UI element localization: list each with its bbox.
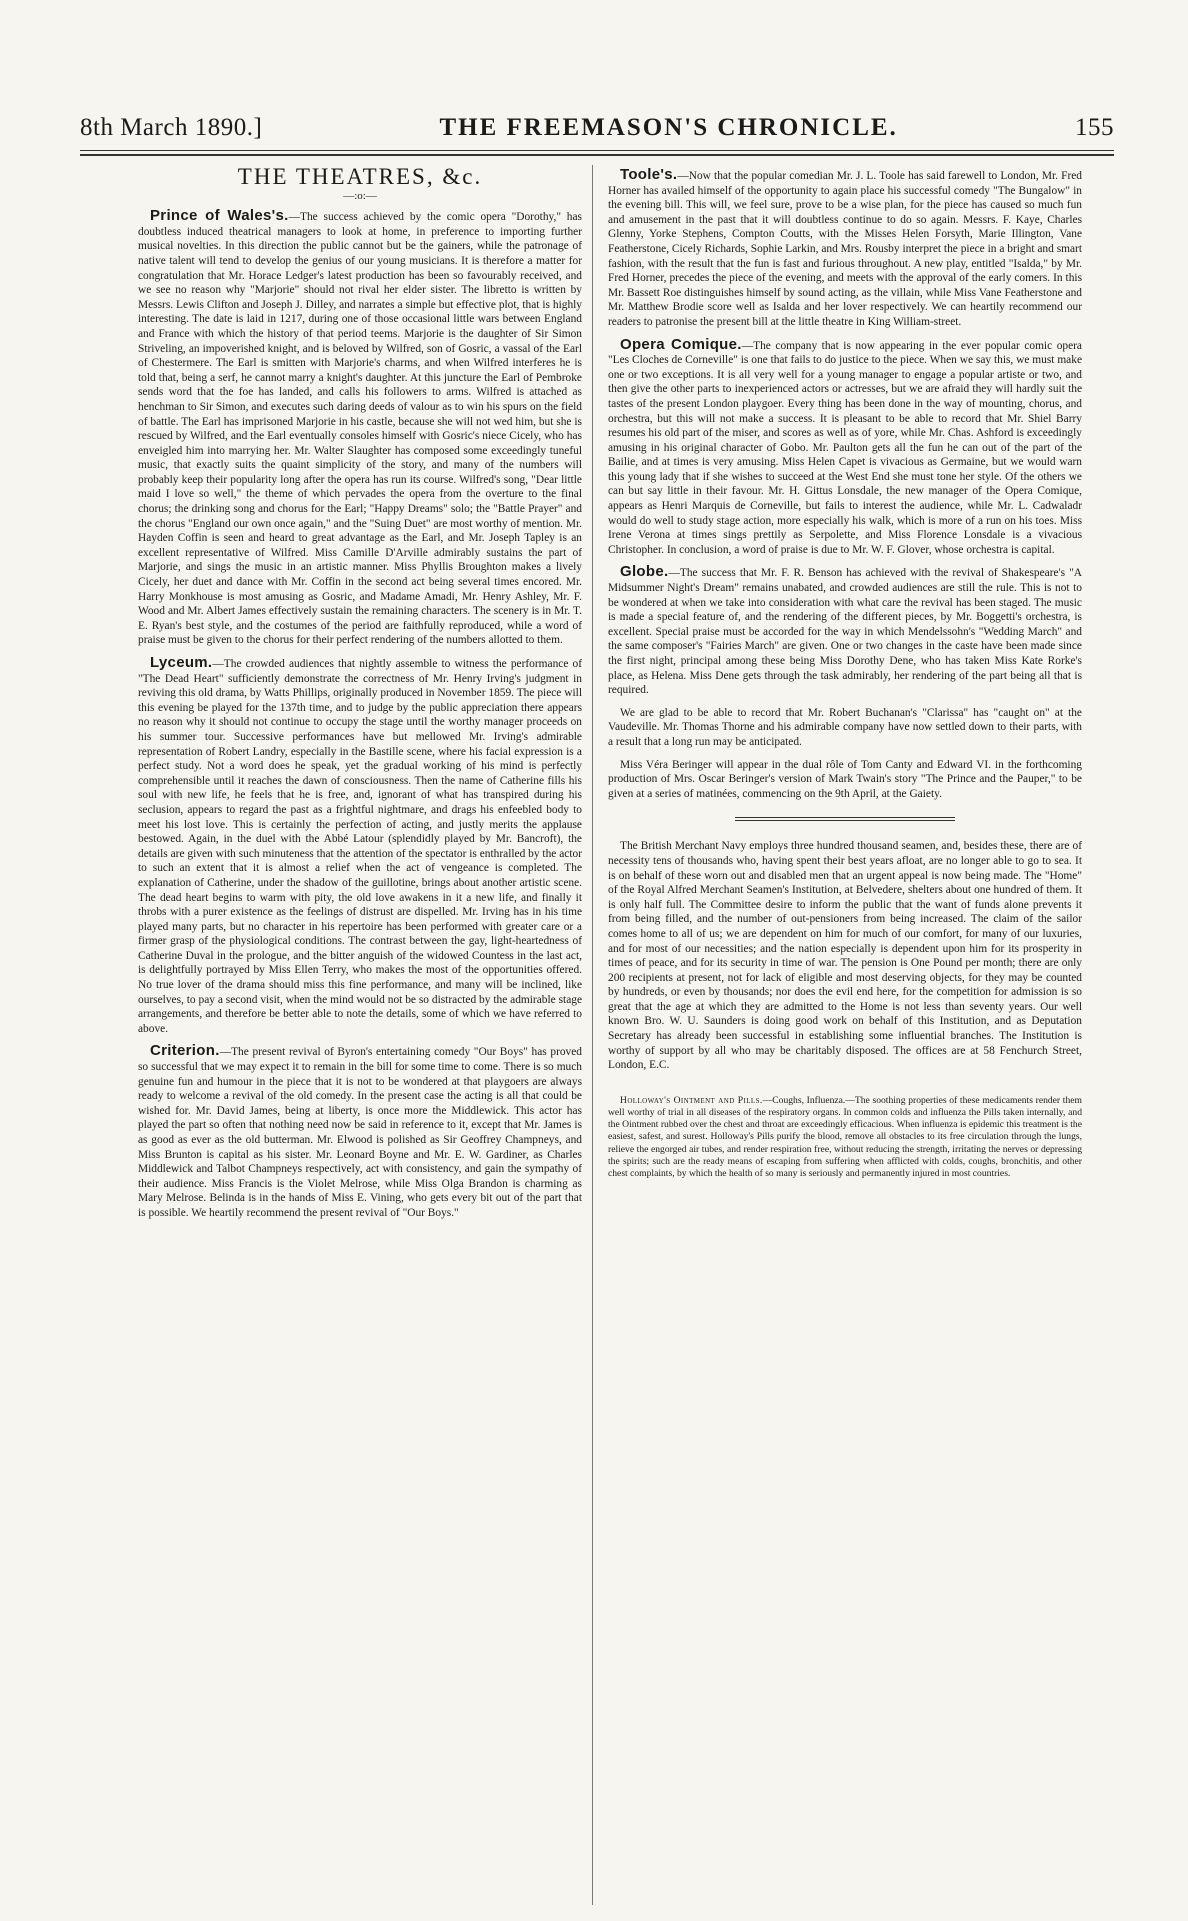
article-body: —Now that the popular comedian Mr. J. L. Toole has said farewell to London, Mr. Fred Horner has availed himself of the opportunity to again place his successful comedy "The Bungalow" in the evening bill. This will, we feel sure, prove to be a wise plan, for the piece has caused so much fun and amusement in the past that it will doubtless continue to do so again. Messrs. F. Kaye, Charles Glenny, Yorke Stephens, Compton Coutts, with the Misses Helen Forsyth, Marie Illington, Vane Featherstone, Cicely Richards, Sophie Larkin, and Mrs. Rousby interpret the piece in a bright and smart fashion, with the result that the fun is fast and furious throughout. A new play, entitled "Isalda," by Mr. Fred Horner, precedes the piece of the evening, and meets with the approval of the early comers. In this Mr. Bassett Roe distinguishes himself by sound acting, as the villain, while Miss Vane Featherstone and Mr. Matthew Brodie score well as Isalda and her lover respectively. We can heartily recommend our readers to patronise the present bill at the little theatre in King William-street. [608, 170, 1082, 328]
advertisement-body: —Coughs, Influenza.—The soothing properties of these medicaments render them well worthy of trial in all diseases of the respiratory organs. In common colds and influenza the Pills taken internally, and the Ointment rubbed over the chest and throat are exceedingly efficacious. When influenza is epidemic this treatment is the easiest, safest, and surest. Holloway's Pills purify the blood, remove all obstacles to its free circulation through the lungs, relieve the engorged air tubes, and render respiration free, without reducing the strength, irritating the nerves or depressing the spirits; such are the ready means of escaping from suffering when afflicted with colds, coughs, bronchitis, and other chest complaints, by which the health of so many is seriously and permanently injured in most countries. [608, 1094, 1082, 1180]
article-prince-of-wales [138, 209, 582, 648]
right-column [608, 168, 1082, 1188]
section-divider [735, 817, 955, 821]
article-opera-comique [608, 335, 1082, 558]
left-column [138, 164, 582, 1229]
article-heading: Opera Comique. [620, 335, 742, 353]
article-lyceum [138, 656, 582, 1036]
header-rule-double [80, 154, 1114, 156]
header-rule [80, 150, 1114, 151]
issue-date: 8th March 1890.] [80, 114, 263, 141]
article-criterion [138, 1044, 582, 1220]
advertisement-holloway [608, 1095, 1082, 1180]
article-body: —The success that Mr. F. R. Benson has achieved with the revival of Shakespeare's "A Midsummer Night's Dream" remains unabated, and crowded audiences are still the rule. This is not to be wondered at when we take into consideration with what care the revival has been staged. The music is made a special feature of, and the rendering of the different pieces, by Mr. Boggetti's orchestra, is excellent. Special praise must be accorded for the way in which Mendelssohn's "Wedding March" and the same composer's "Fairies March" are given. One or two changes in the caste have been made since the first night, principal among these being Miss Dorothy Dene, who has taken Miss Kate Rorke's place, as Helena. Miss Dene gets through the task admirably, her rendering of the part being all that is required. [608, 567, 1082, 697]
page-number: 155 [1075, 114, 1114, 141]
article-body: —The success achieved by the comic opera "Dorothy," has doubtless induced theatrical managers to look at home, in preference to importing further musical novelties. In this direction the public cannot but be the gainers, while the patronage of native talent will tend to develop the genius of our young musicians. It is therefore a matter for congratulation that Mr. Horace Ledger's latest production has been so favourably received, and we see no reason why "Marjorie" should not rival her elder sister. The libretto is written by Messrs. Lewis Clifton and Joseph J. Dilley, and narrates a simple but effective plot, that is highly interesting. The date is laid in 1217, during one of those occasional little wars between England and France with which the history of that period teems. Marjorie is the daughter of Sir Simon Striveling, an impoverished knight, and is beloved by Wilfred, son of Gosric, a vassal of the Earl of Chestermere. The Earl is smitten with Marjorie's charms, and when Wilfred interferes he is told that, being a serf, he cannot marry a knight's daughter. At this juncture the Earl of Pembroke sends word that the foe has landed, and calls his followers to arms. Wilfred is attached as henchman to Sir Simon, and executes such daring deeds of valour as to win his spurs on the field of battle. The Earl has imprisoned Marjorie in his castle, because she will not wed him, but she is rescued by Wilfred, and the Earl eventually consoles himself with Gosric's niece Cicely, who has enveigled him into marrying her. Mr. Walter Slaughter has composed some exceedingly tuneful music, that exactly suits the quaint simplicity of the story, and many of the numbers will probably keep their popularity long after the opera has run its course. Wilfred's song, "Dear little maid I love so well," the theme of which pervades the opera from the overture to the final chorus; the drinking song and chorus for the Earl; "Happy Dreams" solo; the "Battle Prayer" and the chorus "England our own once again," and the "Suing Duet" are most worthy of mention. Mr. Hayden Coffin is seen and heard to great advantage as the Earl, and Mr. Joseph Tapley is an excellent representative of Wilfred. Miss Camille D'Arville admirably sustains the part of Marjorie, and sings the music in an artistic manner. Miss Phyllis Broughton makes a lively Cicely, her duet and dance with Mr. Coffin in the second act being several times encored. Mr. Harry Monkhouse is most amusing as Gosric, and Madame Amadi, Mr. Henry Ashley, Mr. F. Wood and Mr. Albert James effectively sustain the remaining characters. The scenery is in Mr. T. E. Ryan's best style, and the costumes of the period are faithfully reproduced, while a word of praise must be given to the chorus for their perfect rendering of the numbers allotted to them. [138, 211, 582, 647]
article-body: —The crowded audiences that nightly assemble to witness the performance of "The Dead Heart" sufficiently demonstrate the correctness of Mr. Henry Irving's judgment in reviving this old drama, by Watts Phillips, originally produced in November 1859. The piece will this evening be played for the 137th time, and to judge by the public appreciation there appears no reason why it should not continue to occupy the stage until the worthy manager proceeds on his summer tour. Successive performances have but mellowed Mr. Irving's admirable representation of Robert Landry, especially in the Bastille scene, where his facial expression is a perfect study. Not a word does he speak, yet the gradual working of his mind is perfectly comprehensible until it reaches the dawn of consciousness. Then the name of Catherine fills his soul with new life, he feels that he is free, and, ignorant of what has transpired during his seclusion, appears to regard the past as a frightful nightmare, and drags his enfeebled body to meet his lost love. This is certainly the perfection of acting, and justly merits the applause bestowed. Again, in the duel with the Abbé Latour (splendidly played by Mr. Bancroft), the details are given with such minuteness that the attention of the spectator is enthralled by the actor to such an extent that it is almost a relief when the act of vengeance is completed. The explanation of Catherine, under the shadow of the guillotine, brings about another artistic scene. The dead heart begins to warm with pity, the old love awakens in it a new life, and finally it throbs with a purer existence as the feelings of distrust are dispelled. Mr. Irving has in his time played many parts, but no character in his repertoire has been performed with greater care or a firmer grasp of the physiological conditions. The contrast between the gay, light-heartedness of Catherine Duval in the prologue, and the bitter anguish of the widowed Countess in the last act, is delightfully portrayed by Miss Ellen Terry, who makes the most of the opportunities offered. No true lover of the drama should miss this fine performance, and many will be inclined, like ourselves, to pay a second visit, when the mind would not be so distracted by the admirable stage arrangements, and therefore be better able to note the details, some of which we have referred to above. [138, 658, 582, 1035]
article-heading: Prince of Wales's. [150, 207, 289, 225]
article-merchant-navy: The British Merchant Navy employs three hundred thousand seamen, and, besides these, there are of necessity tens of thousands who, having spent their best years afloat, are no longer able to go to sea. It is on behalf of these worn out and disabled men that an urgent appeal is now being made. The "Home" of the Royal Alfred Merchant Seamen's Institution, at Belvedere, shelters about one hundred of them. It is only half full. The Committee desire to inform the public that the want of funds alone prevents it from being filled, and the number of out-pensioners from being increased. The claim of the sailor comes home to all of us; we are dependent on him for much of our comfort, for many of our luxuries, and for most of our necessities; and the nation especially is dependent upon him for its prosperity in times of peace, and for its security in time of war. The pension is One Pound per month; there are only 200 recipients at present, not for lack of eligible and most deserving objects, for they may be counted by hundreds, or even by thousands; nor does the evil end here, for the competition for admission is so great that the age at which they are admitted to the Home is not less than seventy years. Our well known Bro. W. U. Saunders is doing good work on behalf of this Institution, and as Deputation Secretary has already been successful in establishing some influential branches. The Institution is worthy of support by all who may be charitably disposed. The offices are at 58 Fenchurch Street, London, E.C. [608, 840, 1082, 1072]
article-gaiety: Miss Véra Beringer will appear in the dual rôle of Tom Canty and Edward VI. in the forthcoming production of Mrs. Oscar Beringer's version of Mark Twain's story "The Prince and the Pauper," to be given at a series of matinées, commencing on the 9th April, at the Gaiety. [608, 758, 1082, 800]
advertisement-heading: Holloway's Ointment and Pills. [620, 1094, 763, 1106]
article-heading: Toole's. [620, 166, 678, 183]
page-header [80, 114, 1114, 148]
article-heading: Globe. [620, 563, 669, 581]
article-heading: Criterion. [150, 1042, 220, 1060]
article-globe [608, 565, 1082, 697]
article-vaudeville: We are glad to be able to record that Mr. Robert Buchanan's "Clarissa" has "caught on" at the Vaudeville. Mr. Thomas Thorne and his admirable company have now settled down to their parts, with a result that a long run may be anticipated. [608, 706, 1082, 748]
spacer [608, 1081, 1082, 1095]
section-separator: —:o:— [343, 189, 377, 202]
column-divider [592, 165, 593, 1905]
publication-title: THE FREEMASON'S CHRONICLE. [439, 114, 898, 141]
article-tooles [608, 168, 1082, 330]
article-body: —The company that is now appearing in the ever popular comic opera "Les Cloches de Corneville" is one that fails to do justice to the piece. When we say this, we must make one or two exceptions. It is all very well for a young manager to engage a popular artiste or two, and then give the other parts to inexperienced actors or actresses, but we are afraid they will hardly suit the tastes of the present London playgoer. Every thing has been done in the way of mounting, chorus, and orchestra, but this will not make a success. It is pleasant to be able to record that Mr. Shiel Barry resumes his old part of the miser, and scores as well as of yore, while Mr. Chas. Ashford is exceedingly amusing in his original character of Gobo. Mr. Paulton gets all the fun he can out of the part of the Bailie, and at times is very amusing. Miss Helen Capet is vivacious as Germaine, but we would warn this young lady that if she wishes to succeed at the West End she must tone her style. Of the others we can but say little in their favour. Mr. H. Gittus Lonsdale, the new manager of the Opera Comique, appears as Henri Marquis de Corneville, but fails to interest the audience, while Mr. L. Cadwaladr would do well to study stage action, more especially his walk, which is more of a run on his toes. Miss Irene Verona at times sings prettily as Serpolette, and Miss Florence Lonsdale is a vivacious Christopher. In conclusion, a word of praise is due to Mr. W. F. Glover, whose orchestra is capital. [608, 339, 1082, 556]
article-body: —The present revival of Byron's entertaining comedy "Our Boys" has proved so successful that we may expect it to remain in the bill for some time to come. There is so much genuine fun and humour in the piece that it is not to be wondered at that playgoers are always ready to welcome a revival of the old comedy. In the present case the acting is all that could be wished for. Mr. David James, being at liberty, is once more the Middlewick. This actor has played the part so often that nothing need now be said in reference to it, except that Mr. James is as good as ever as the old butterman. Mr. Elwood is polished as Sir Geoffrey Champneys, and Miss Brunton is capital as his sister. Mr. Leonard Boyne and Mr. E. W. Gardiner, as Charles Middlewick and Talbot Champneys respectively, act with consistency, and gain the sympathy of their audience. Miss Francis is the Violet Melrose, while Miss Olga Brandon is charming as Mary Melrose. Belinda is in the hands of Miss E. Vining, who gets every bit out of the part that is possible. We heartily recommend the present revival of "Our Boys." [138, 1046, 582, 1219]
section-title: THE THEATRES, &c. [237, 164, 483, 189]
article-heading: Lyceum. [150, 654, 213, 671]
